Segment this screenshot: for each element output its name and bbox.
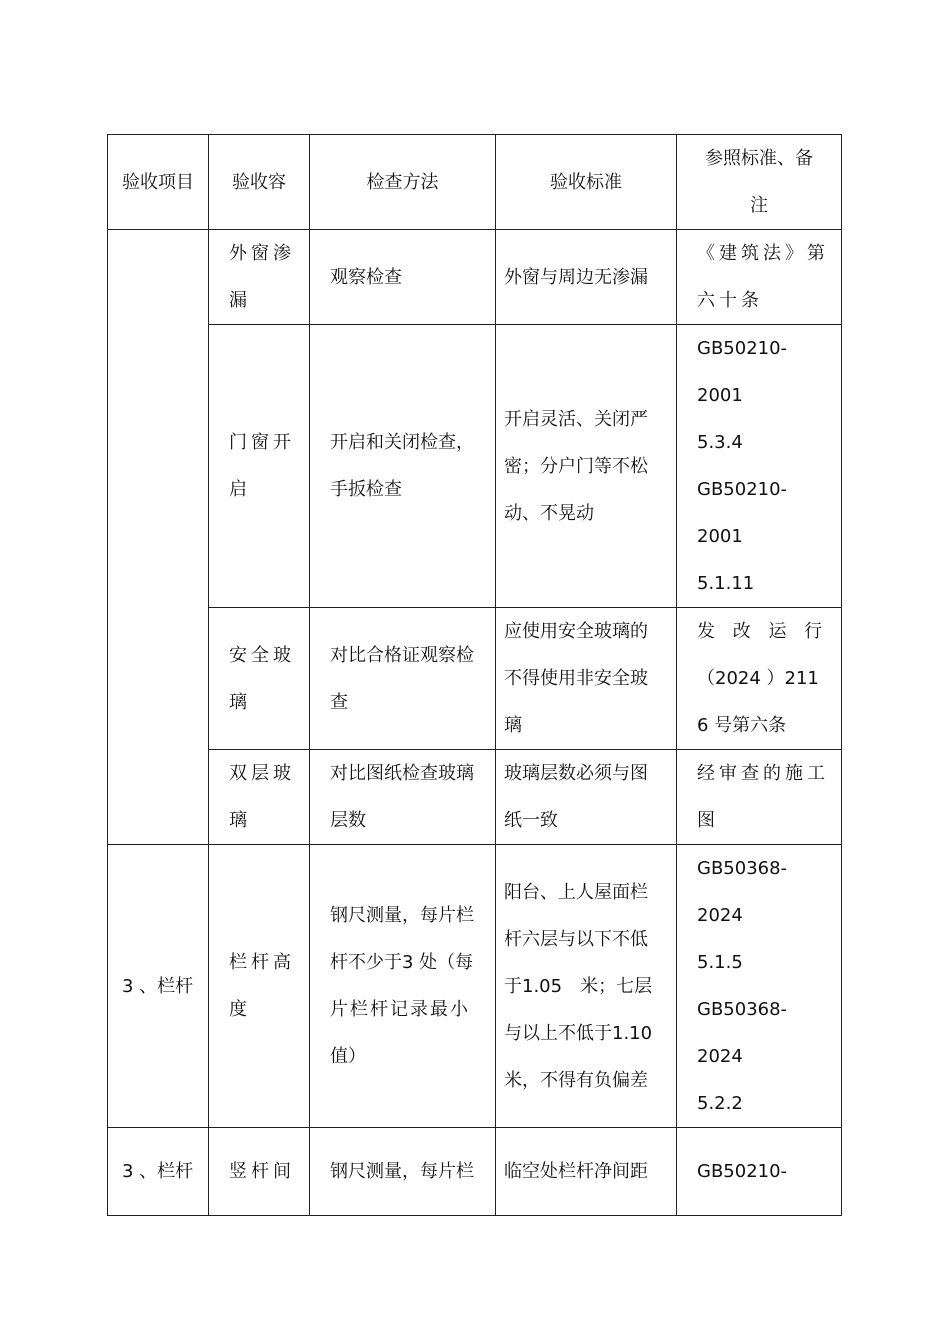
acceptance-table: [107, 134, 842, 1216]
reference-cell: GB50210- 2001 5.3.4 GB50210- 2001 5.1.11: [677, 325, 842, 608]
standard-cell: 玻璃层数必须与图 纸一致: [496, 750, 677, 845]
method-cell: 钢尺测量，每片栏: [310, 1128, 496, 1216]
content-cell: 门窗开 启: [209, 325, 310, 608]
method-cell: 对比合格证观察检 查: [310, 608, 496, 750]
reference-cell: GB50368- 2024 5.1.5 GB50368- 2024 5.2.2: [677, 845, 842, 1128]
table-row: [108, 608, 842, 750]
standard-cell: 临空处栏杆净间距: [496, 1128, 677, 1216]
method-cell: 观察检查: [310, 230, 496, 325]
group-cell: 3 、栏杆: [108, 845, 209, 1128]
table-row: [108, 750, 842, 845]
standard-cell: 外窗与周边无渗漏: [496, 230, 677, 325]
reference-cell: GB50210-: [677, 1128, 842, 1216]
header-item: 验收项目: [108, 135, 209, 230]
reference-cell: 经审查的施工 图: [677, 750, 842, 845]
header-method: 检查方法: [310, 135, 496, 230]
header-standard: 验收标准: [496, 135, 677, 230]
content-cell: 竖杆间: [209, 1128, 310, 1216]
table-row: [108, 325, 842, 608]
standard-cell: 阳台、上人屋面栏 杆六层与以下不低 于1.05 米；七层 与以上不低于1.10 米，不得有负偏差: [496, 845, 677, 1128]
method-cell: 对比图纸检查玻璃 层数: [310, 750, 496, 845]
standard-cell: 开启灵活、关闭严 密；分户门等不松 动、不晃动: [496, 325, 677, 608]
content-cell: 安全玻 璃: [209, 608, 310, 750]
header-reference: 参照标准、备 注: [677, 135, 842, 230]
table-row: [108, 1128, 842, 1216]
method-cell: 开启和关闭检查， 手扳检查: [310, 325, 496, 608]
table-row: [108, 845, 842, 1128]
reference-cell: 《建筑法》第 六十条: [677, 230, 842, 325]
header-content: 验收容: [209, 135, 310, 230]
reference-cell: 发 改 运 行 （2024 ）211 6 号第六条: [677, 608, 842, 750]
content-cell: 外窗渗 漏: [209, 230, 310, 325]
table-row: [108, 230, 842, 325]
method-cell: 钢尺测量，每片栏 杆不少于3 处（每 片栏杆记录最小 值）: [310, 845, 496, 1128]
group-cell-empty: [108, 230, 209, 845]
group-cell: 3 、栏杆: [108, 1128, 209, 1216]
standard-cell: 应使用安全玻璃的 不得使用非安全玻 璃: [496, 608, 677, 750]
content-cell: 栏杆高 度: [209, 845, 310, 1128]
content-cell: 双层玻 璃: [209, 750, 310, 845]
table-header-row: [108, 135, 842, 230]
